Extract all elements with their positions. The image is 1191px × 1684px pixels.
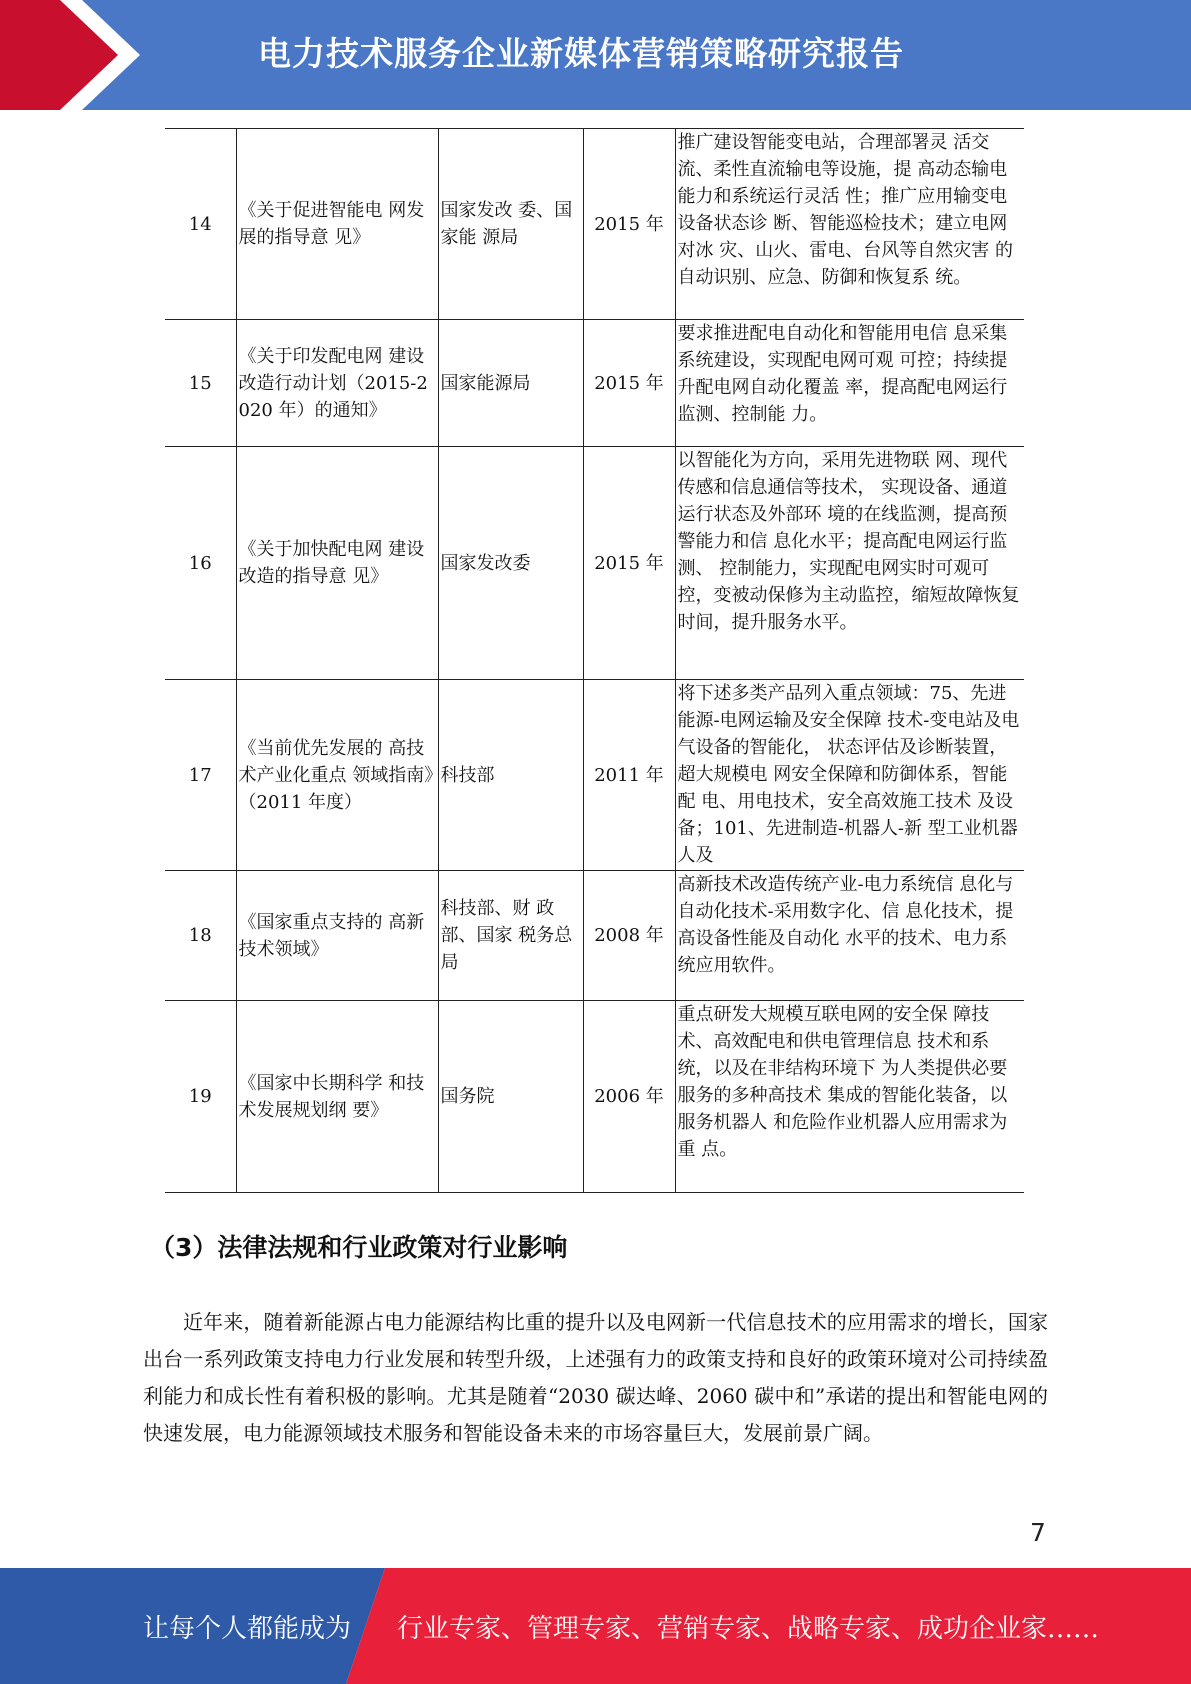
issuing-agency: 科技部 — [438, 680, 583, 871]
issue-year: 2006 年 — [583, 1001, 675, 1193]
issue-year: 2015 年 — [583, 129, 675, 320]
policy-table — [165, 128, 1024, 1193]
table-row — [165, 1001, 1024, 1193]
policy-name: 《关于促进智能电 网发展的指导意 见》 — [236, 129, 438, 320]
row-number: 17 — [165, 680, 236, 871]
policy-name: 《关于印发配电网 建设改造行动计划（2015-2020 年）的通知》 — [236, 320, 438, 447]
table-row — [165, 680, 1024, 871]
page-number: 7 — [1030, 1518, 1046, 1547]
issuing-agency: 国家发改委 — [438, 447, 583, 680]
issuing-agency: 科技部、财 政部、国家 税务总局 — [438, 871, 583, 1001]
row-number: 16 — [165, 447, 236, 680]
issue-year: 2015 年 — [583, 447, 675, 680]
policy-content: 要求推进配电自动化和智能用电信 息采集系统建设，实现配电网可观 可控；持续提升配电网自动化覆盖 率，提高配电网运行监测、控制能 力。 — [675, 320, 1024, 447]
footer-slogan-left: 让每个人都能成为 — [143, 1614, 352, 1644]
policy-name: 《国家重点支持的 高新技术领域》 — [236, 871, 438, 1001]
row-number: 18 — [165, 871, 236, 1001]
page-footer — [0, 1568, 1191, 1684]
policy-name: 《国家中长期科学 和技术发展规划纲 要》 — [236, 1001, 438, 1193]
policy-content: 以智能化为方向，采用先进物联 网、现代传感和信息通信等技术， 实现设备、通道运行状态及外部环 境的在线监测，提高预警能力和信 息化水平；提高配电网运行监测、 控制能力，实现配电网实时可观可 控，变被动保修为主动监控，缩短故障恢复时间，提升服务水平。 — [675, 447, 1024, 680]
policy-content: 重点研发大规模互联电网的安全保 障技术、高效配电和供电管理信息 技术和系统，以及在非结构环境下 为人类提供必要服务的多种高技术 集成的智能化装备，以服务机器人 和危险作业机器人应用需求为重 点。 — [675, 1001, 1024, 1193]
row-number: 19 — [165, 1001, 236, 1193]
policy-name: 《当前优先发展的 高技术产业化重点 领域指南》（2011 年度） — [236, 680, 438, 871]
table-row — [165, 447, 1024, 680]
body-paragraph: 近年来，随着新能源占电力能源结构比重的提升以及电网新一代信息技术的应用需求的增长，国家出台一系列政策支持电力行业发展和转型升级，上述强有力的政策支持和良好的政策环境对公司持续盈利能力和成长性有着积极的影响。尤其是随着“2030 碳达峰、2060 碳中和”承诺的提出和智能电网的快速发展，电力能源领域技术服务和智能设备未来的市场容量巨大，发展前景广阔。 — [143, 1310, 1048, 1445]
issue-year: 2011 年 — [583, 680, 675, 871]
table-row — [165, 871, 1024, 1001]
section-heading: （3）法律法规和行业政策对行业影响 — [150, 1233, 568, 1262]
page-header — [0, 0, 1191, 110]
issuing-agency: 国务院 — [438, 1001, 583, 1193]
issuing-agency: 国家能源局 — [438, 320, 583, 447]
policy-content: 将下述多类产品列入重点领域：75、先进能源-电网运输及安全保障 技术-变电站及电气设备的智能化， 状态评估及诊断装置，超大规模电 网安全保障和防御体系，智能配 电、用电技术，安全高效施工技术 及设备；101、先进制造-机器人-新 型工业机器人及 — [675, 680, 1024, 871]
row-number: 15 — [165, 320, 236, 447]
header-arrow-decoration — [0, 0, 180, 110]
issue-year: 2008 年 — [583, 871, 675, 1001]
policy-name: 《关于加快配电网 建设改造的指导意 见》 — [236, 447, 438, 680]
footer-slogan-right: 行业专家、管理专家、营销专家、战略专家、成功企业家…… — [397, 1614, 1100, 1644]
policy-content: 高新技术改造传统产业-电力系统信 息化与自动化技术-采用数字化、信 息化技术，提高设备性能及自动化 水平的技术、电力系统应用软件。 — [675, 871, 1024, 1001]
table-row — [165, 320, 1024, 447]
report-title: 电力技术服务企业新媒体营销策略研究报告 — [258, 34, 904, 73]
issue-year: 2015 年 — [583, 320, 675, 447]
table-row — [165, 129, 1024, 320]
policy-content: 推广建设智能变电站，合理部署灵 活交流、柔性直流输电等设施，提 高动态输电能力和系统运行灵活 性；推广应用输变电设备状态诊 断、智能巡检技术；建立电网对冰 灾、山火、雷电、台风等自然灾害 的自动识别、应急、防御和恢复系 统。 — [675, 129, 1024, 320]
issuing-agency: 国家发改 委、国家能 源局 — [438, 129, 583, 320]
row-number: 14 — [165, 129, 236, 320]
